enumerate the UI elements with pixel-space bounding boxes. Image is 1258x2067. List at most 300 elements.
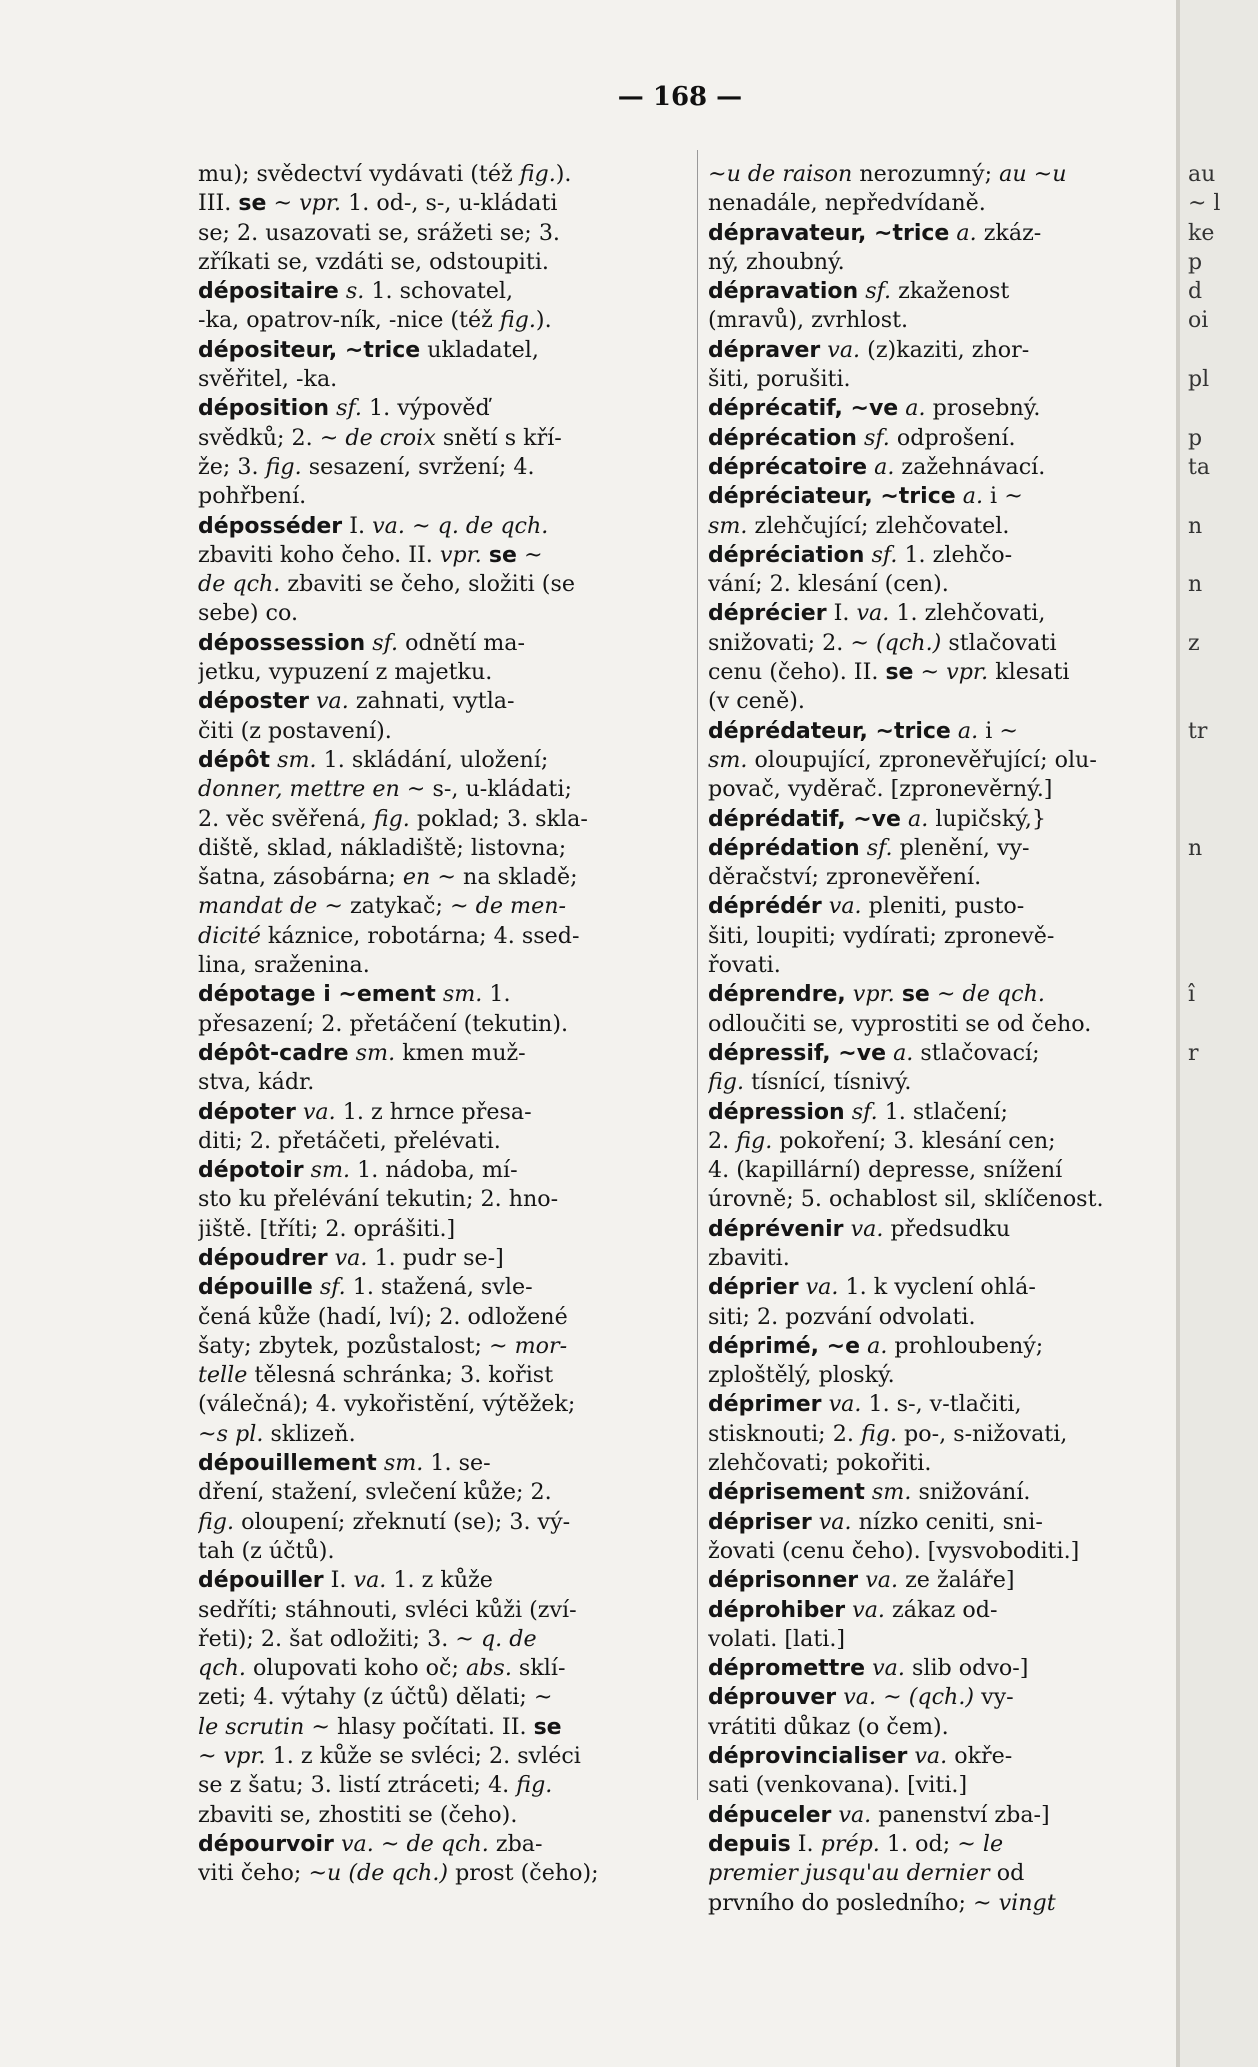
text-run: ~	[516, 541, 543, 568]
strip-fragment: pl	[1188, 367, 1210, 393]
headword: dépositeur, ~trice	[198, 337, 421, 363]
text-run: 1. pudr se-]	[367, 1244, 504, 1271]
text-run: oloupující, zpronevěřující; olu-	[747, 746, 1097, 773]
text-run: klesati	[988, 659, 1070, 686]
italic-text: va. ~ q. de qch.	[372, 512, 549, 539]
text-line	[708, 1859, 1183, 1888]
headword: dépôt	[198, 747, 271, 773]
text-run: 1. se-	[423, 1450, 491, 1477]
right-column	[708, 160, 1183, 1918]
text-run: čená kůže (hadí, lví); 2. odložené	[198, 1303, 568, 1330]
strip-fragment	[1188, 1537, 1220, 1566]
italic-text: telle	[198, 1362, 248, 1389]
italic-text: fig.	[708, 1069, 745, 1096]
text-run: volati. [lati.]	[708, 1625, 846, 1652]
italic-text: sf.	[372, 629, 399, 656]
text-line	[708, 1332, 1183, 1361]
headword: dépravateur, ~trice	[708, 220, 950, 246]
strip-fragment	[1188, 1361, 1220, 1390]
italic-text: sf.	[871, 541, 898, 568]
strip-fragment: tr	[1188, 718, 1208, 744]
headword: depuis	[708, 1831, 791, 1857]
text-run: i ~	[978, 717, 1018, 744]
text-run: řovati.	[708, 952, 781, 979]
italic-text: va.	[872, 1655, 905, 1682]
text-run: ~ hlasy počítati. II.	[304, 1713, 534, 1740]
headword: déprisement	[708, 1480, 865, 1506]
italic-text: sf.	[336, 395, 362, 422]
text-line	[708, 1361, 1183, 1390]
text-line	[198, 892, 678, 921]
strip-fragment: z	[1188, 630, 1200, 656]
text-run: 1. od; ~	[879, 1830, 983, 1857]
text-line	[198, 1566, 678, 1595]
text-run: snětí s kří-	[435, 424, 562, 451]
text-line	[198, 1273, 678, 1302]
text-run: I.	[826, 600, 857, 627]
text-run: vy-	[974, 1684, 1014, 1711]
text-line	[198, 951, 678, 980]
headword: déprécier	[708, 601, 827, 627]
headword: dépraver	[708, 337, 821, 363]
text-run: 1. výpověď	[361, 395, 490, 422]
strip-fragment	[1188, 1508, 1220, 1537]
strip-fragment	[1188, 687, 1220, 716]
text-run: sklí-	[511, 1655, 566, 1682]
text-run: šiti, porušiti.	[708, 366, 851, 393]
italic-text: va.	[843, 1684, 877, 1711]
text-run: 1. skládání, uložení;	[316, 746, 549, 773]
text-run: poklad; 3. skla-	[409, 805, 588, 832]
headword: déprécatoire	[708, 454, 868, 480]
text-run	[304, 1157, 311, 1183]
text-line	[708, 951, 1183, 980]
text-run: cenu (čeho). II.	[708, 659, 886, 686]
strip-fragment	[1188, 1566, 1220, 1595]
text-run: lina, sraženina.	[198, 952, 370, 979]
text-line	[708, 1508, 1183, 1537]
text-run: panenství zba-]	[871, 1801, 1050, 1828]
text-line	[198, 775, 678, 804]
headword: dépuceler	[708, 1802, 832, 1828]
text-run: pokoření; 3. klesání cen;	[772, 1127, 1056, 1154]
text-line	[198, 219, 678, 248]
text-line	[708, 424, 1183, 453]
text-run: nerozumný;	[852, 161, 1000, 187]
text-run: 2.	[708, 1127, 737, 1154]
text-line	[708, 775, 1183, 804]
text-line	[198, 365, 678, 394]
strip-fragment	[1188, 775, 1220, 804]
text-run: jiště. [tříti; 2. oprášiti.]	[198, 1215, 456, 1242]
text-line	[198, 248, 678, 277]
text-run: stva, kádr.	[198, 1069, 315, 1096]
text-run: 4. (kapillární) depresse, snížení	[708, 1157, 1063, 1184]
text-line	[198, 1127, 678, 1156]
headword: déprédation	[708, 835, 860, 861]
text-line	[198, 629, 678, 658]
italic-text: fig.	[499, 307, 536, 334]
text-run: I.	[342, 512, 373, 539]
headword: déprovincialiser	[708, 1744, 908, 1770]
headword: dépromettre	[708, 1656, 866, 1682]
headword: dépouillement	[198, 1451, 377, 1477]
headword: déprécation	[708, 425, 857, 451]
strip-fragment	[1188, 805, 1220, 834]
italic-text: va.	[334, 1244, 368, 1271]
text-run: 1. zlehčo-	[897, 541, 1013, 568]
text-run: zahnati, vytla-	[348, 688, 515, 715]
text-run	[845, 1099, 852, 1125]
text-run: 1. zlehčovati,	[889, 600, 1046, 627]
italic-text: ~u de raison	[708, 161, 853, 187]
text-run: 1. od-, s-, u-kládati	[341, 190, 558, 217]
strip-fragment	[1188, 1449, 1220, 1478]
strip-fragment	[1188, 746, 1220, 775]
text-run: zploštělý, ploský.	[708, 1362, 895, 1389]
italic-text: vingt	[998, 1889, 1056, 1916]
italic-text: sm.	[708, 746, 748, 773]
italic-text: sf.	[865, 278, 892, 305]
text-run	[313, 1274, 320, 1300]
italic-text: a.	[957, 717, 979, 744]
text-run: stlačovací;	[913, 1039, 1040, 1066]
text-run	[860, 835, 867, 861]
headword: déprouver	[708, 1685, 837, 1711]
text-run	[844, 1216, 851, 1242]
text-line	[198, 1859, 678, 1888]
text-run: ~	[266, 190, 300, 217]
text-run: úrovně; 5. ochablost sil, sklíčenost.	[708, 1186, 1104, 1213]
text-line	[198, 453, 678, 482]
strip-fragment	[1188, 1390, 1220, 1419]
italic-text: vpr.	[439, 541, 482, 568]
text-line	[708, 1420, 1183, 1449]
italic-text: mor-	[514, 1332, 568, 1359]
italic-text: sm.	[310, 1157, 351, 1184]
text-line	[198, 424, 678, 453]
strip-fragment	[1188, 1127, 1220, 1156]
text-line	[198, 1713, 678, 1742]
text-line	[708, 1537, 1183, 1566]
text-run: 2. věc svěřená,	[198, 805, 374, 832]
text-run: svědků; 2. ~	[198, 424, 346, 451]
text-run: (v ceně).	[708, 688, 805, 715]
text-run: ~	[913, 659, 947, 686]
text-line	[708, 1625, 1183, 1654]
text-run: odnětí ma-	[398, 629, 525, 656]
text-run	[482, 542, 489, 568]
headword: dépositaire	[198, 279, 339, 305]
text-line	[198, 1098, 678, 1127]
italic-text: va.	[856, 600, 890, 627]
text-run: že; 3.	[198, 453, 266, 480]
strip-fragment	[1188, 1185, 1220, 1214]
text-line	[198, 1244, 678, 1273]
text-line	[708, 746, 1183, 775]
text-line	[198, 1215, 678, 1244]
text-run: šaty; zbytek, pozůstalost; ~	[198, 1332, 515, 1359]
strip-fragment	[1188, 1596, 1220, 1625]
text-line	[708, 1889, 1183, 1918]
text-run: okře-	[947, 1743, 1013, 1770]
headword: déprohiber	[708, 1597, 846, 1623]
italic-text: fig.	[373, 805, 410, 832]
text-line	[708, 394, 1183, 423]
text-run: pleniti, pusto-	[861, 893, 1025, 920]
italic-text: de croix	[345, 424, 436, 451]
italic-text: sf.	[319, 1274, 346, 1301]
text-run: od	[989, 1860, 1025, 1887]
text-line	[198, 1537, 678, 1566]
headword: déprédér	[708, 894, 822, 920]
text-run	[812, 1509, 819, 1535]
text-run: vání; 2. klesání (cen).	[708, 571, 949, 598]
text-line	[708, 189, 1183, 218]
text-run	[377, 1450, 384, 1476]
headword: déprédatif, ~ve	[708, 806, 901, 832]
strip-fragment	[1188, 1156, 1220, 1185]
strip-fragment	[1188, 951, 1220, 980]
italic-text: va.	[828, 1391, 862, 1418]
text-line	[708, 1713, 1183, 1742]
italic-text: ~ vpr.	[198, 1743, 266, 1770]
text-line	[708, 658, 1183, 687]
text-line	[198, 1361, 678, 1390]
text-line	[708, 892, 1183, 921]
text-run: 1. schovatel,	[364, 278, 514, 305]
text-line	[708, 1478, 1183, 1507]
italic-text: a.	[962, 483, 983, 510]
text-run	[864, 542, 871, 568]
text-run	[822, 1391, 829, 1417]
text-line	[198, 1068, 678, 1097]
text-line	[708, 336, 1183, 365]
italic-text: a.	[905, 395, 926, 422]
text-run: i ~	[983, 483, 1023, 510]
text-run: na skladě;	[455, 864, 578, 891]
text-run	[857, 425, 864, 451]
italic-text: fig.	[265, 453, 302, 480]
strip-fragment	[1188, 1303, 1220, 1332]
strip-fragment	[1188, 541, 1220, 570]
text-line	[708, 1303, 1183, 1332]
text-run: prohloubený;	[887, 1332, 1044, 1359]
strip-fragment: î	[1188, 982, 1196, 1008]
headword: déprécatif, ~ve	[708, 396, 899, 422]
text-run: plenění, vy-	[892, 834, 1030, 861]
text-run	[799, 1274, 806, 1300]
text-line	[708, 541, 1183, 570]
text-run: žovati (cenu čeho). [vysvoboditi.]	[708, 1537, 1080, 1564]
italic-text: fig.	[516, 1772, 553, 1799]
text-run: 1. s-, v-tlačiti,	[861, 1391, 1022, 1418]
text-line	[708, 599, 1183, 628]
text-run: siti; 2. pozvání odvolati.	[708, 1303, 976, 1330]
strip-fragment: n	[1188, 513, 1203, 539]
strip-fragment	[1188, 336, 1220, 365]
text-line	[708, 1654, 1183, 1683]
text-run: oloupení; zřeknutí (se); 3. vý-	[234, 1508, 571, 1535]
text-line	[198, 1801, 678, 1830]
text-run: stisknouti; 2.	[708, 1420, 861, 1447]
text-run: předsudku	[883, 1215, 1011, 1242]
italic-text: fig.	[736, 1127, 773, 1154]
headword: déposition	[198, 396, 330, 422]
text-line	[198, 512, 678, 541]
text-line	[708, 1596, 1183, 1625]
italic-text: donner, mettre en ~	[198, 776, 426, 803]
strip-fragment	[1188, 1068, 1220, 1097]
strip-fragment	[1188, 482, 1220, 511]
text-run: ze žaláře]	[898, 1567, 1015, 1594]
text-line	[708, 717, 1183, 746]
text-line	[198, 687, 678, 716]
italic-text: vpr.	[299, 190, 342, 217]
italic-text: va.	[852, 1596, 885, 1623]
strip-fragment	[1188, 658, 1220, 687]
headword: déposséder	[198, 513, 343, 539]
text-line	[708, 1244, 1183, 1273]
text-line	[198, 1010, 678, 1039]
headword: déprisonner	[708, 1568, 859, 1594]
strip-fragment: n	[1188, 835, 1203, 861]
text-line	[198, 1654, 678, 1683]
text-run: ).	[555, 161, 572, 187]
text-run: odprošení.	[889, 424, 1016, 451]
text-line	[198, 980, 678, 1009]
strip-fragment	[1188, 1683, 1220, 1712]
strip-fragment: au	[1188, 162, 1216, 187]
text-run	[436, 981, 443, 1007]
text-run: zbaviti se čeho, složiti (se	[280, 571, 575, 598]
text-line	[708, 980, 1183, 1009]
italic-text: dicité	[198, 922, 261, 949]
text-line	[198, 306, 678, 335]
text-run: zbaviti se, zhostiti se (čeho).	[198, 1801, 518, 1828]
text-run: (z)kaziti, zhor-	[860, 336, 1030, 363]
text-line	[708, 248, 1183, 277]
text-line	[198, 1742, 678, 1771]
text-run: tah (z účtů).	[198, 1537, 335, 1564]
strip-fragment	[1188, 1332, 1220, 1361]
text-run	[846, 981, 853, 1007]
text-run: pohřbení.	[198, 483, 307, 510]
headword: dépressif, ~ve	[708, 1040, 886, 1066]
text-run: sklizeň.	[263, 1420, 356, 1447]
text-line	[198, 834, 678, 863]
italic-text: va.	[805, 1274, 839, 1301]
text-run: zlehčovati; pokořiti.	[708, 1450, 932, 1477]
text-run: vrátiti důkaz (o čem).	[708, 1713, 949, 1740]
headword: dépotage i ~ement	[198, 982, 436, 1008]
text-line	[708, 1098, 1183, 1127]
italic-text: le	[982, 1830, 1004, 1857]
text-line	[708, 1683, 1183, 1712]
text-run: 1. stlačení;	[877, 1098, 1008, 1125]
text-line	[708, 1390, 1183, 1419]
text-run: III.	[198, 190, 239, 217]
italic-text: sf.	[866, 834, 893, 861]
strip-fragment	[1188, 922, 1220, 951]
text-run: 1. z kůže	[386, 1567, 493, 1594]
text-line	[708, 834, 1183, 863]
strip-fragment: r	[1188, 1040, 1199, 1066]
text-run: lupičský,}	[928, 805, 1047, 832]
text-run: svěřitel, -ka.	[198, 366, 338, 393]
text-run: zba-	[488, 1830, 543, 1857]
italic-text: sm.	[708, 512, 748, 539]
text-line	[198, 1390, 678, 1419]
text-run	[822, 893, 829, 919]
text-line	[198, 658, 678, 687]
italic-text: prép.	[820, 1830, 880, 1857]
text-line	[708, 482, 1183, 511]
text-line	[198, 541, 678, 570]
text-line	[198, 394, 678, 423]
headword: dépriser	[708, 1509, 812, 1535]
text-line	[198, 482, 678, 511]
italic-text: sf.	[863, 424, 890, 451]
strip-fragment	[1188, 863, 1220, 892]
left-column	[198, 160, 678, 1889]
text-run: diště, sklad, nákladiště; listovna;	[198, 834, 567, 861]
text-line	[708, 922, 1183, 951]
text-line	[708, 1801, 1183, 1830]
text-run: ~	[876, 1684, 909, 1711]
text-line	[198, 1332, 678, 1361]
text-run	[334, 1831, 341, 1857]
headword: dépravation	[708, 279, 859, 305]
text-run: dření, stažení, svlečení kůže; 2.	[198, 1479, 552, 1506]
headword: se	[238, 191, 267, 217]
headword: dépréciateur, ~trice	[708, 484, 956, 510]
headword: déprimer	[708, 1392, 822, 1418]
text-run	[886, 1040, 893, 1066]
text-run: přesazení; 2. přetáčení (tekutin).	[198, 1010, 569, 1037]
italic-text: s.	[345, 278, 365, 305]
text-run: zatykač; ~	[342, 893, 476, 920]
text-run: kmen muž-	[395, 1039, 526, 1066]
text-line	[198, 1420, 678, 1449]
italic-text: sm.	[355, 1039, 396, 1066]
headword: dépotoir	[198, 1158, 304, 1184]
italic-text: va.	[850, 1215, 884, 1242]
strip-fragment	[1188, 1742, 1220, 1771]
italic-text: va.	[827, 336, 861, 363]
text-line	[708, 687, 1183, 716]
italic-text: de qch.	[198, 571, 281, 598]
text-line	[198, 746, 678, 775]
text-run: zlehčující; zlehčovatel.	[747, 512, 1010, 539]
strip-fragment: p	[1188, 425, 1203, 451]
italic-text: a.	[874, 453, 895, 480]
italic-text: de qch.	[962, 981, 1045, 1008]
text-run: 1. z hrnce přesa-	[335, 1098, 532, 1125]
text-run: čiti (z postavení).	[198, 717, 392, 744]
italic-text: q. de	[480, 1625, 537, 1652]
adjacent-page-text	[1188, 160, 1220, 1830]
strip-fragment	[1188, 1713, 1220, 1742]
italic-text: mandat de ~	[198, 893, 343, 920]
text-run	[349, 1040, 356, 1066]
strip-fragment: ke	[1188, 220, 1215, 246]
text-line	[198, 863, 678, 892]
text-run: 1. nádoba, mí-	[350, 1157, 518, 1184]
text-run	[328, 1245, 335, 1271]
text-run: po-, s-nižovati,	[897, 1420, 1068, 1447]
headword: déprimé, ~e	[708, 1333, 861, 1359]
